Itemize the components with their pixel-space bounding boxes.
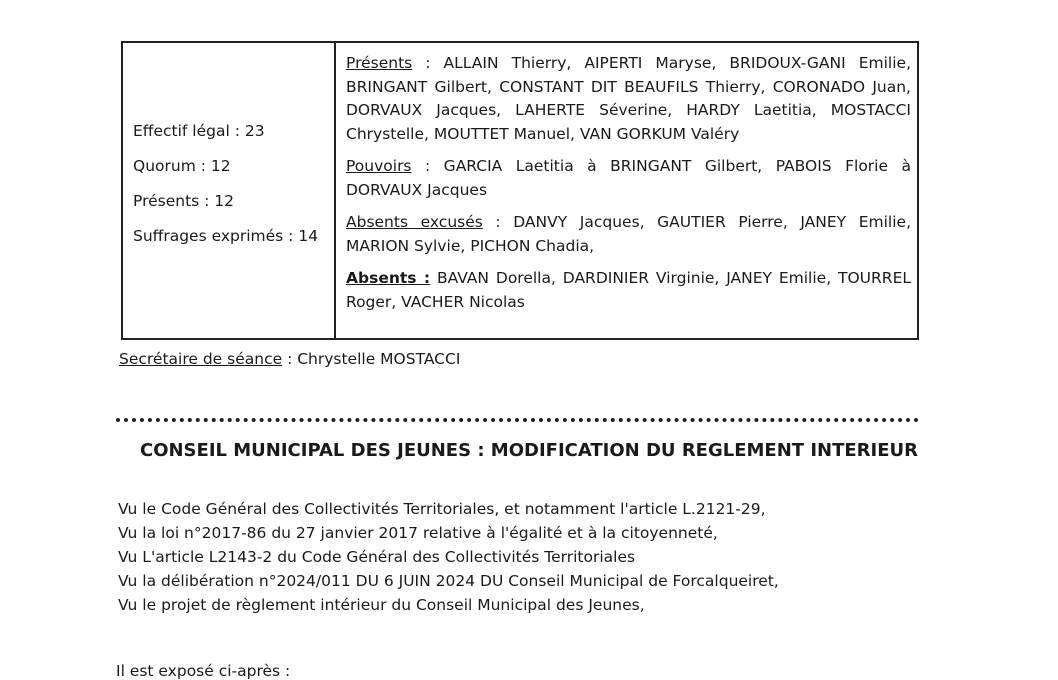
absents-paragraph xyxy=(346,267,911,314)
secretaire-value: : Chrystelle MOSTACCI xyxy=(282,350,461,368)
secretaire-label: Secrétaire de séance xyxy=(119,350,283,368)
secretaire-line xyxy=(119,350,460,368)
absents-label: Absents : xyxy=(346,269,431,287)
absents-list: BAVAN Dorella, DARDINIER Virginie, JANEY Emilie, TOURREL Roger, VACHER Nicolas xyxy=(346,269,911,311)
effectif-legal: Effectif légal : 23 xyxy=(133,122,265,140)
stats-column xyxy=(123,43,336,338)
section-title: CONSEIL MUNICIPAL DES JEUNES : MODIFICATION DU REGLEMENT INTERIEUR xyxy=(139,440,918,461)
excuses-list: : DANVY Jacques, GAUTIER Pierre, JANEY Emilie, MARION Sylvie, PICHON Chadia, xyxy=(346,213,911,255)
expose-line: Il est exposé ci-après : xyxy=(116,662,291,680)
excuses-paragraph xyxy=(346,211,911,258)
presents-list: : ALLAIN Thierry, AIPERTI Maryse, BRIDOUX-GANI Emilie, BRINGANT Gilbert, CONSTANT DIT BEAUFILS Thierry, CORONADO Juan, DORVAUX Jacques, LAHERTE Séverine, HARDY Laetitia, MOSTACCI Chrystelle, MOUTTET Manuel, VAN GORKUM Valéry xyxy=(346,54,911,143)
dotted-divider xyxy=(116,418,919,422)
presents-paragraph xyxy=(346,52,911,146)
visas-block xyxy=(118,497,779,617)
pouvoirs-list: : GARCIA Laetitia à BRINGANT Gilbert, PABOIS Florie à DORVAUX Jacques xyxy=(346,157,911,199)
visa-line: Vu la délibération n°2024/011 DU 6 JUIN 2024 DU Conseil Municipal de Forcalqueiret, xyxy=(118,572,779,590)
visa-line: Vu L'article L2143-2 du Code Général des Collectivités Territoriales xyxy=(118,548,636,566)
excuses-label: Absents excusés xyxy=(346,213,483,231)
pouvoirs-paragraph xyxy=(346,155,911,202)
presents-label: Présents xyxy=(346,54,413,72)
visa-line: Vu la loi n°2017-86 du 27 janvier 2017 relative à l'égalité et à la citoyenneté, xyxy=(118,524,718,542)
presents-count: Présents : 12 xyxy=(133,192,235,210)
attendance-column xyxy=(336,43,917,338)
visa-line: Vu le projet de règlement intérieur du Conseil Municipal des Jeunes, xyxy=(118,596,645,614)
quorum: Quorum : 12 xyxy=(133,157,231,175)
suffrages-exprimes: Suffrages exprimés : 14 xyxy=(133,227,319,245)
pouvoirs-label: Pouvoirs xyxy=(346,157,412,175)
attendance-table xyxy=(121,41,919,340)
visa-line: Vu le Code Général des Collectivités Territoriales, et notamment l'article L.2121-29, xyxy=(118,500,766,518)
